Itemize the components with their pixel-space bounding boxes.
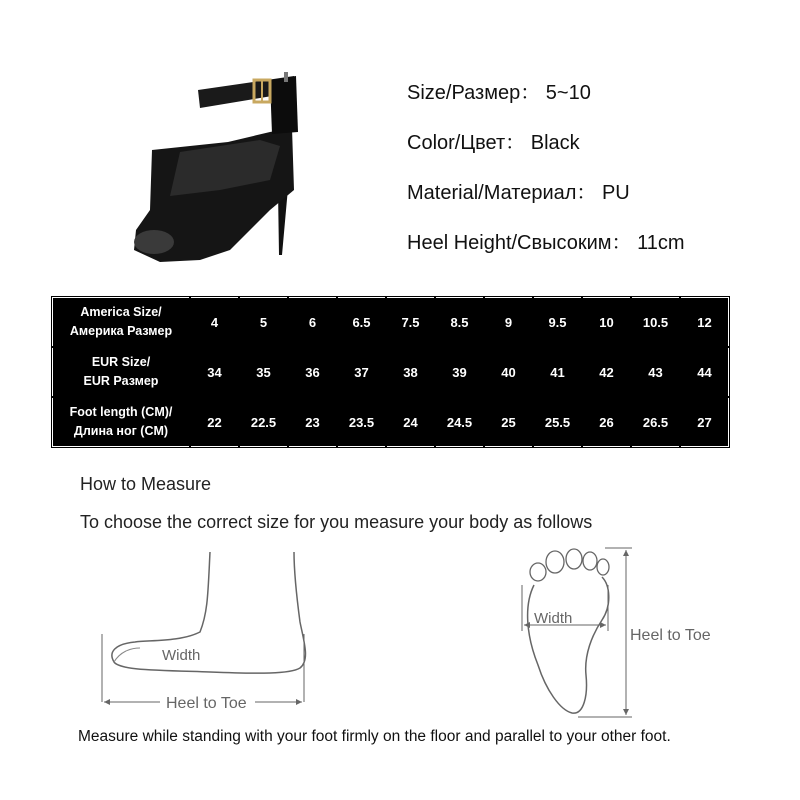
spec-color: Color/Цвет： Black bbox=[407, 132, 580, 154]
size-chart-cell: 37 bbox=[338, 348, 385, 396]
size-chart-cell: 8.5 bbox=[436, 298, 483, 346]
size-chart-cell: 27 bbox=[681, 398, 728, 446]
size-chart-cell: 35 bbox=[240, 348, 287, 396]
size-chart-cell: 22.5 bbox=[240, 398, 287, 446]
size-chart-cell: 39 bbox=[436, 348, 483, 396]
size-chart-cell: 6 bbox=[289, 298, 336, 346]
how-to-measure-title: How to Measure bbox=[80, 474, 212, 494]
size-chart-cell: 6.5 bbox=[338, 298, 385, 346]
shoe-illustration bbox=[120, 70, 320, 270]
row-header-line: Америка Размер bbox=[69, 324, 173, 338]
row-header-line: America Size/ bbox=[80, 305, 162, 319]
size-chart-cell: 5 bbox=[240, 298, 287, 346]
size-chart-cell: 25.5 bbox=[534, 398, 581, 446]
size-chart-cell: 10.5 bbox=[632, 298, 679, 346]
size-chart-cell: 44 bbox=[681, 348, 728, 396]
row-header-line: EUR Size/ bbox=[91, 355, 151, 369]
size-chart-cell: 36 bbox=[289, 348, 336, 396]
size-chart-cell: 4 bbox=[191, 298, 238, 346]
size-chart-row bbox=[53, 348, 728, 396]
size-chart-cell: 43 bbox=[632, 348, 679, 396]
size-chart-row-header bbox=[53, 398, 189, 446]
size-chart-table bbox=[51, 296, 730, 448]
size-chart-cell: 40 bbox=[485, 348, 532, 396]
size-chart-cell: 38 bbox=[387, 348, 434, 396]
size-chart-cell: 9.5 bbox=[534, 298, 581, 346]
top-length-label: Heel to Toe bbox=[630, 627, 711, 644]
row-header-line: Foot length (CM)/ bbox=[69, 405, 173, 419]
size-chart-cell: 41 bbox=[534, 348, 581, 396]
size-chart-row-header bbox=[53, 348, 189, 396]
top-foot-diagram bbox=[510, 545, 740, 720]
size-chart-cell: 24.5 bbox=[436, 398, 483, 446]
size-chart-cell: 12 bbox=[681, 298, 728, 346]
row-header-line: EUR Размер bbox=[83, 374, 159, 388]
row-header-line: Длина ног (CM) bbox=[73, 424, 169, 438]
how-to-measure-subtitle: To choose the correct size for you measure your body as follows bbox=[80, 512, 593, 532]
spec-material: Material/Материал： PU bbox=[407, 182, 630, 204]
top-width-label: Width bbox=[534, 610, 573, 627]
size-chart-cell: 26 bbox=[583, 398, 630, 446]
size-chart-cell: 23 bbox=[289, 398, 336, 446]
spec-size: Size/Размер： 5~10 bbox=[407, 82, 591, 104]
size-chart-cell: 34 bbox=[191, 348, 238, 396]
size-chart-cell: 24 bbox=[387, 398, 434, 446]
size-chart-row bbox=[53, 298, 728, 346]
size-chart-cell: 26.5 bbox=[632, 398, 679, 446]
measure-note: Measure while standing with your foot firmly on the floor and parallel to your other foot. bbox=[78, 728, 671, 745]
side-width-label: Width bbox=[162, 647, 201, 664]
size-chart-cell: 23.5 bbox=[338, 398, 385, 446]
size-chart-cell: 7.5 bbox=[387, 298, 434, 346]
spec-list bbox=[407, 78, 685, 278]
size-chart-cell: 42 bbox=[583, 348, 630, 396]
spec-heel-height: Heel Height/Свысоким： 11cm bbox=[407, 232, 685, 254]
size-chart-row bbox=[53, 398, 728, 446]
size-chart-cell: 9 bbox=[485, 298, 532, 346]
side-foot-diagram bbox=[90, 552, 330, 724]
size-chart-cell: 22 bbox=[191, 398, 238, 446]
size-chart-cell: 10 bbox=[583, 298, 630, 346]
size-chart-body bbox=[53, 298, 728, 446]
size-chart-row-header bbox=[53, 298, 189, 346]
side-length-label: Heel to Toe bbox=[166, 695, 247, 712]
size-chart-cell: 25 bbox=[485, 398, 532, 446]
